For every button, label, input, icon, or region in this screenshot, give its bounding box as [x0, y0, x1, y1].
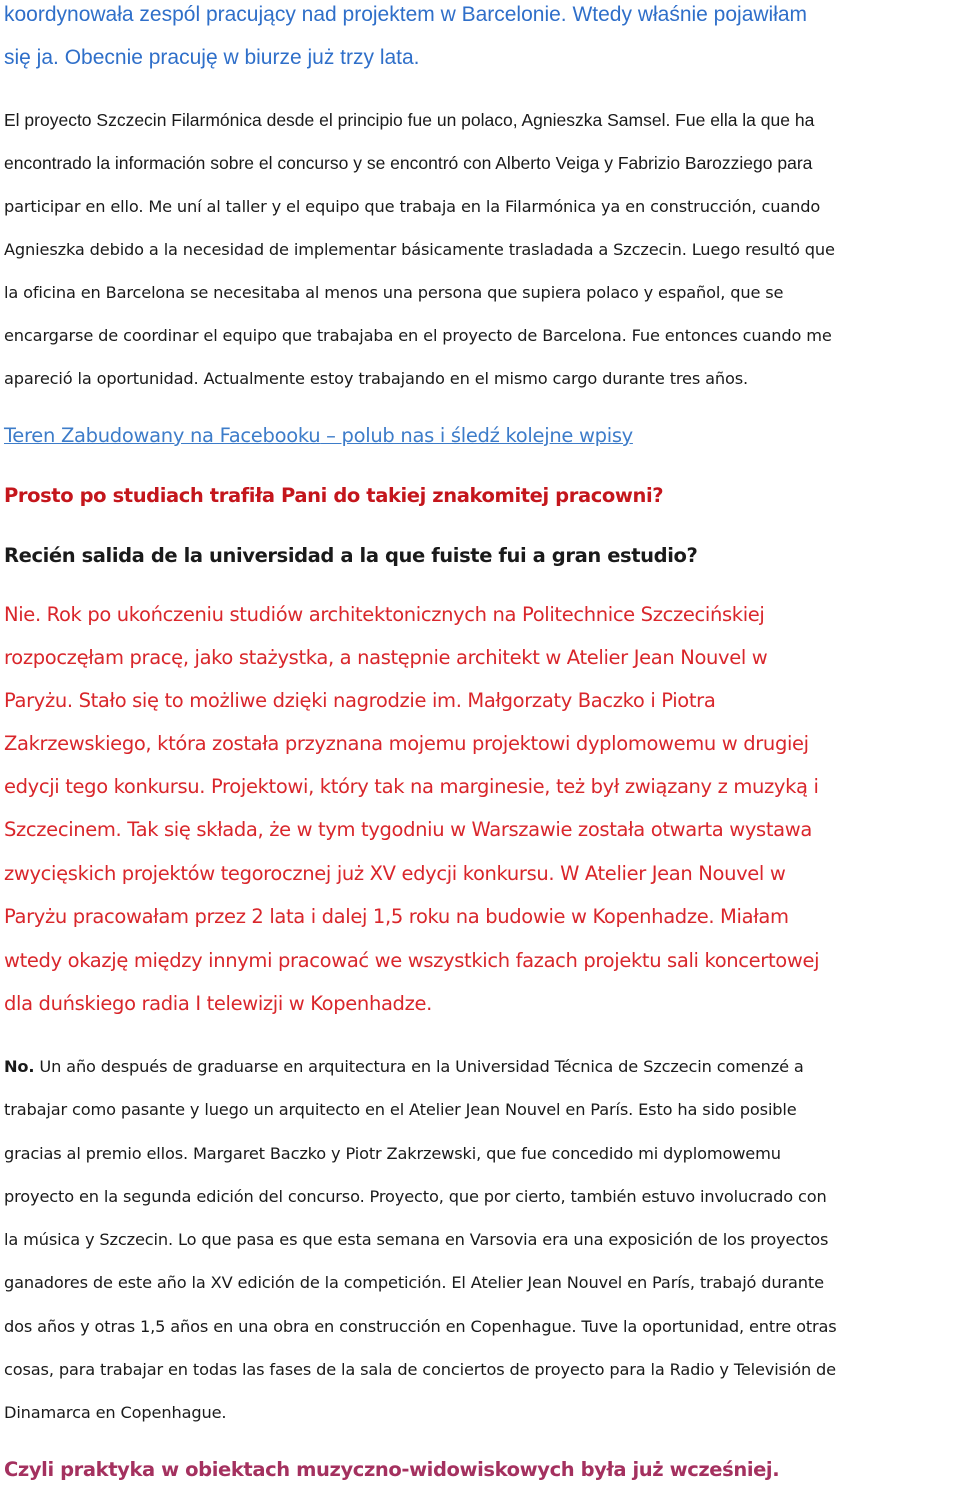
polish-intro-line-1: koordynowała zespól pracujący nad projektem w Barcelonie. Wtedy właśnie pojawiłam	[4, 3, 808, 26]
question-1-spanish: Recién salida de la universidad a la que fuiste fui a gran estudio?	[4, 544, 698, 567]
spanish-cont-line-2: Agnieszka debido a la necesidad de implementar básicamente trasladada a Szczecin. Luego resultó que	[4, 240, 835, 259]
spanish-cont-line-3: la oficina en Barcelona se necesitaba al menos una persona que supiera polaco y español, que se	[4, 283, 784, 302]
answer-1-polish-line-2: rozpoczęłam pracę, jako stażystka, a następnie architekt w Atelier Jean Nouvel w	[4, 646, 768, 669]
answer-1-spanish-line-6: ganadores de este año la XV edición de la competición. El Atelier Jean Nouvel en París, trabajó durante	[4, 1273, 824, 1292]
facebook-link-part-1[interactable]: Teren Zabudowany na Facebooku	[4, 424, 321, 447]
facebook-link-dash[interactable]: –	[320, 424, 342, 447]
answer-1-polish-line-6: Szczecinem. Tak się składa, że w tym tygodniu w Warszawie została otwarta wystawa	[4, 818, 812, 841]
answer-1-spanish-first-rest: Un año después de graduarse en arquitectura en la Universidad Técnica de Szczecin comenzé a	[34, 1057, 804, 1076]
polish-intro-line-2: się ja. Obecnie pracuję w biurze już trzy lata.	[4, 46, 420, 69]
answer-1-polish-line-8: Paryżu pracowałam przez 2 lata i dalej 1,5 roku na budowie w Kopenhadze. Miałam	[4, 905, 789, 928]
answer-1-polish-line-10: dla duńskiego radia I telewizji w Kopenhadze.	[4, 992, 432, 1015]
spanish-cont-line-5: apareció la oportunidad. Actualmente estoy trabajando en el mismo cargo durante tres años.	[4, 369, 749, 388]
spanish-intro-line-1: El proyecto Szczecin Filarmónica desde el principio fue un polaco, Agnieszka Samsel. Fue ella la que ha	[4, 110, 815, 130]
answer-1-spanish-line-3: gracias al premio ellos. Margaret Baczko y Piotr Zakrzewski, que fue concedido mi dyplomowemu	[4, 1144, 781, 1163]
answer-1-spanish-line-8: cosas, para trabajar en todas las fases de la sala de conciertos de proyecto para la Radio y Televisión de	[4, 1360, 836, 1379]
answer-1-spanish-line-1	[4, 1057, 804, 1076]
spanish-intro-line-2: encontrado la información sobre el concurso y se encontró con Alberto Veiga y Fabrizio Barozziego para	[4, 153, 813, 173]
answer-1-polish-line-9: wtedy okazję między innymi pracować we wszystkich fazach projektu sali koncertowej	[4, 949, 820, 972]
question-2-polish: Czyli praktyka w obiektach muzyczno-widowiskowych była już wcześniej.	[4, 1458, 780, 1481]
spanish-cont-line-4: encargarse de coordinar el equipo que trabajaba en el proyecto de Barcelona. Fue entonces cuando me	[4, 326, 832, 345]
answer-1-spanish-line-9: Dinamarca en Copenhague.	[4, 1403, 227, 1422]
answer-1-spanish-line-7: dos años y otras 1,5 años en una obra en construcción en Copenhague. Tuve la oportunidad, entre otras	[4, 1317, 837, 1336]
answer-1-polish-line-7: zwycięskich projektów tegorocznej już XV edycji konkursu. W Atelier Jean Nouvel w	[4, 862, 786, 885]
answer-1-polish-line-4: Zakrzewskiego, która została przyznana mojemu projektowi dyplomowemu w drugiej	[4, 732, 809, 755]
answer-1-polish-line-3: Paryżu. Stało się to możliwe dzięki nagrodzie im. Małgorzaty Baczko i Piotra	[4, 689, 716, 712]
answer-1-polish-line-1: Nie. Rok po ukończeniu studiów architektonicznych na Politechnice Szczecińskiej	[4, 603, 765, 626]
facebook-link[interactable]	[4, 424, 633, 447]
spanish-cont-line-1: participar en ello. Me uní al taller y el equipo que trabaja en la Filarmónica ya en construcción, cuando	[4, 197, 821, 216]
answer-1-spanish-line-4: proyecto en la segunda edición del concurso. Proyecto, que por cierto, también estuvo involucrado con	[4, 1187, 827, 1206]
answer-1-spanish-line-5: la música y Szczecin. Lo que pasa es que esta semana en Varsovia era una exposición de los proyectos	[4, 1230, 829, 1249]
answer-1-polish-line-5: edycji tego konkursu. Projektowi, który tak na marginesie, też był związany z muzyką i	[4, 775, 819, 798]
facebook-link-part-3[interactable]: polub nas i śledź kolejne wpisy	[341, 424, 633, 447]
question-1-polish: Prosto po studiach trafiła Pani do takiej znakomitej pracowni?	[4, 484, 664, 507]
answer-1-spanish-line-2: trabajar como pasante y luego un arquitecto en el Atelier Jean Nouvel en París. Esto ha sido posible	[4, 1100, 797, 1119]
answer-1-spanish-no-label: No.	[4, 1057, 35, 1076]
